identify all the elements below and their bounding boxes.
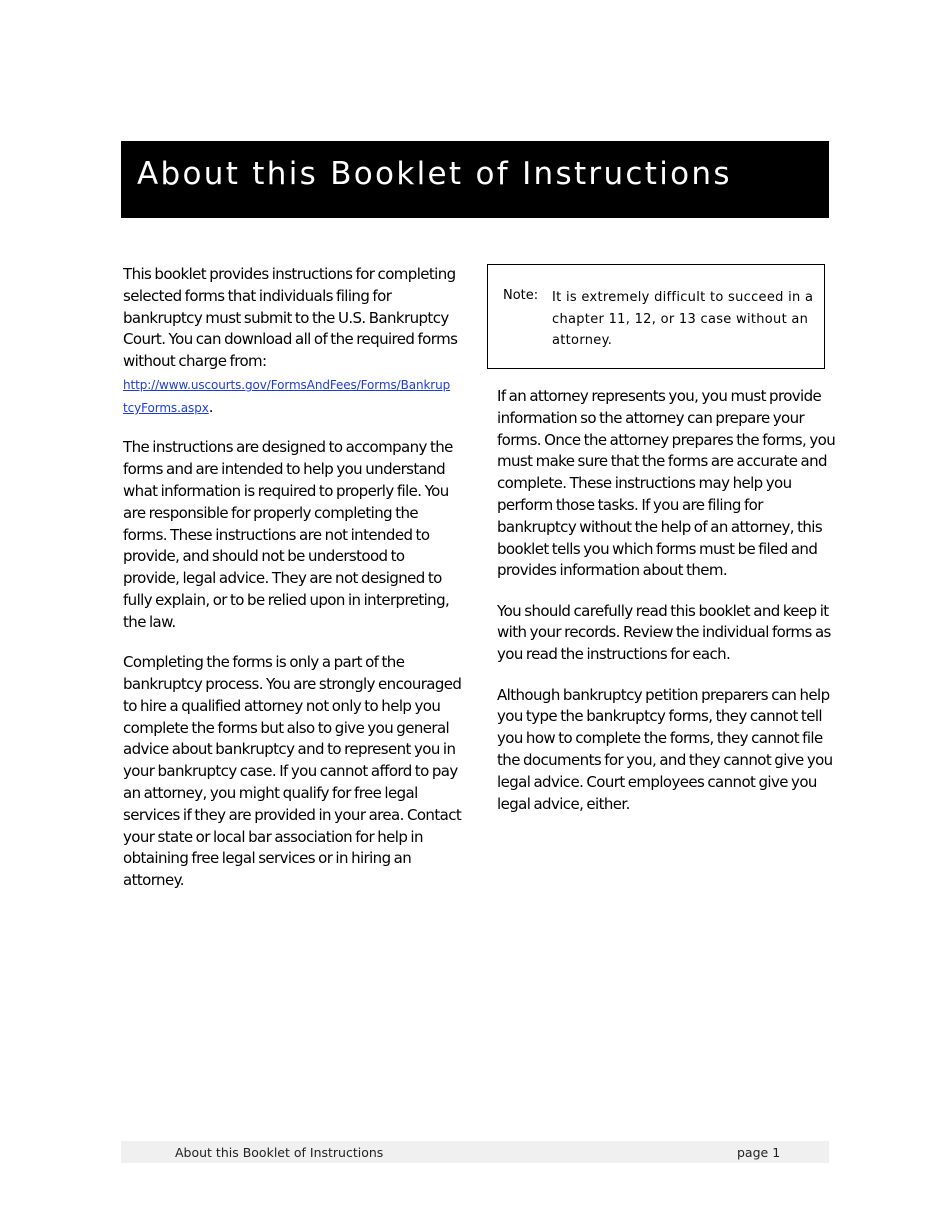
page-footer bbox=[121, 1141, 829, 1163]
intro-paragraph bbox=[123, 264, 463, 419]
attorney-represents-paragraph: If an attorney represents you, you must provide information so the attorney can prepare your forms. Once the attorney prepares the forms, you must make sure that the forms are accurate and complete. These instructions may help you perform those tasks. If you are filing for bankruptcy without the help of an attorney, this booklet tells you which forms must be filed and provides information about them. bbox=[497, 387, 836, 580]
attorney-advice-paragraph: Completing the forms is only a part of the bankruptcy process. You are strongly encouraged to hire a qualified attorney not only to help you complete the forms but also to give you general advice about bankruptcy and to represent you in your bankruptcy case. If you cannot afford to pay an attorney, you might qualify for free legal services if they are provided in your area. Contact your state or local bar association for help in obtaining free legal services or in hiring an attorney. bbox=[123, 653, 462, 890]
note-text: It is extremely difficult to succeed in a chapter 11, 12, or 13 case without an attorney. bbox=[552, 290, 814, 348]
instructions-paragraph: The instructions are designed to accompany the forms and are intended to help you understand what information is required to properly file. You are responsible for properly completing the forms. These instructions are not intended to provide, and should not be understood to provide, legal advice. They are not designed to fully explain, or to be relied upon in interpreting, the law. bbox=[123, 438, 453, 631]
intro-text: This booklet provides instructions for completing selected forms that individuals filing for bankruptcy must submit to the U.S. Bankruptcy Court. You can download all of the required forms without charge from: bbox=[123, 265, 458, 371]
link-line bbox=[123, 373, 453, 419]
note-label: Note: bbox=[503, 288, 539, 303]
petition-preparers-paragraph: Although bankruptcy petition preparers can help you type the bankruptcy forms, they cannot tell you how to complete the forms, they cannot file the documents for you, and they cannot give you legal advice. Court employees cannot give you legal advice, either. bbox=[497, 685, 833, 813]
link-period: . bbox=[208, 397, 213, 416]
left-column bbox=[123, 264, 463, 910]
page-title: About this Booklet of Instructions bbox=[137, 156, 732, 192]
page-number: page 1 bbox=[737, 1145, 781, 1160]
footer-title: About this Booklet of Instructions bbox=[175, 1145, 384, 1160]
note-box bbox=[487, 264, 825, 369]
right-column bbox=[497, 386, 837, 834]
read-booklet-paragraph: You should carefully read this booklet and keep it with your records. Review the individual forms as you read the instructions for each. bbox=[497, 601, 831, 664]
forms-download-link[interactable]: http://www.uscourts.gov/FormsAndFees/Forms/BankruptcyForms.aspx bbox=[123, 377, 451, 415]
title-banner bbox=[121, 141, 829, 218]
